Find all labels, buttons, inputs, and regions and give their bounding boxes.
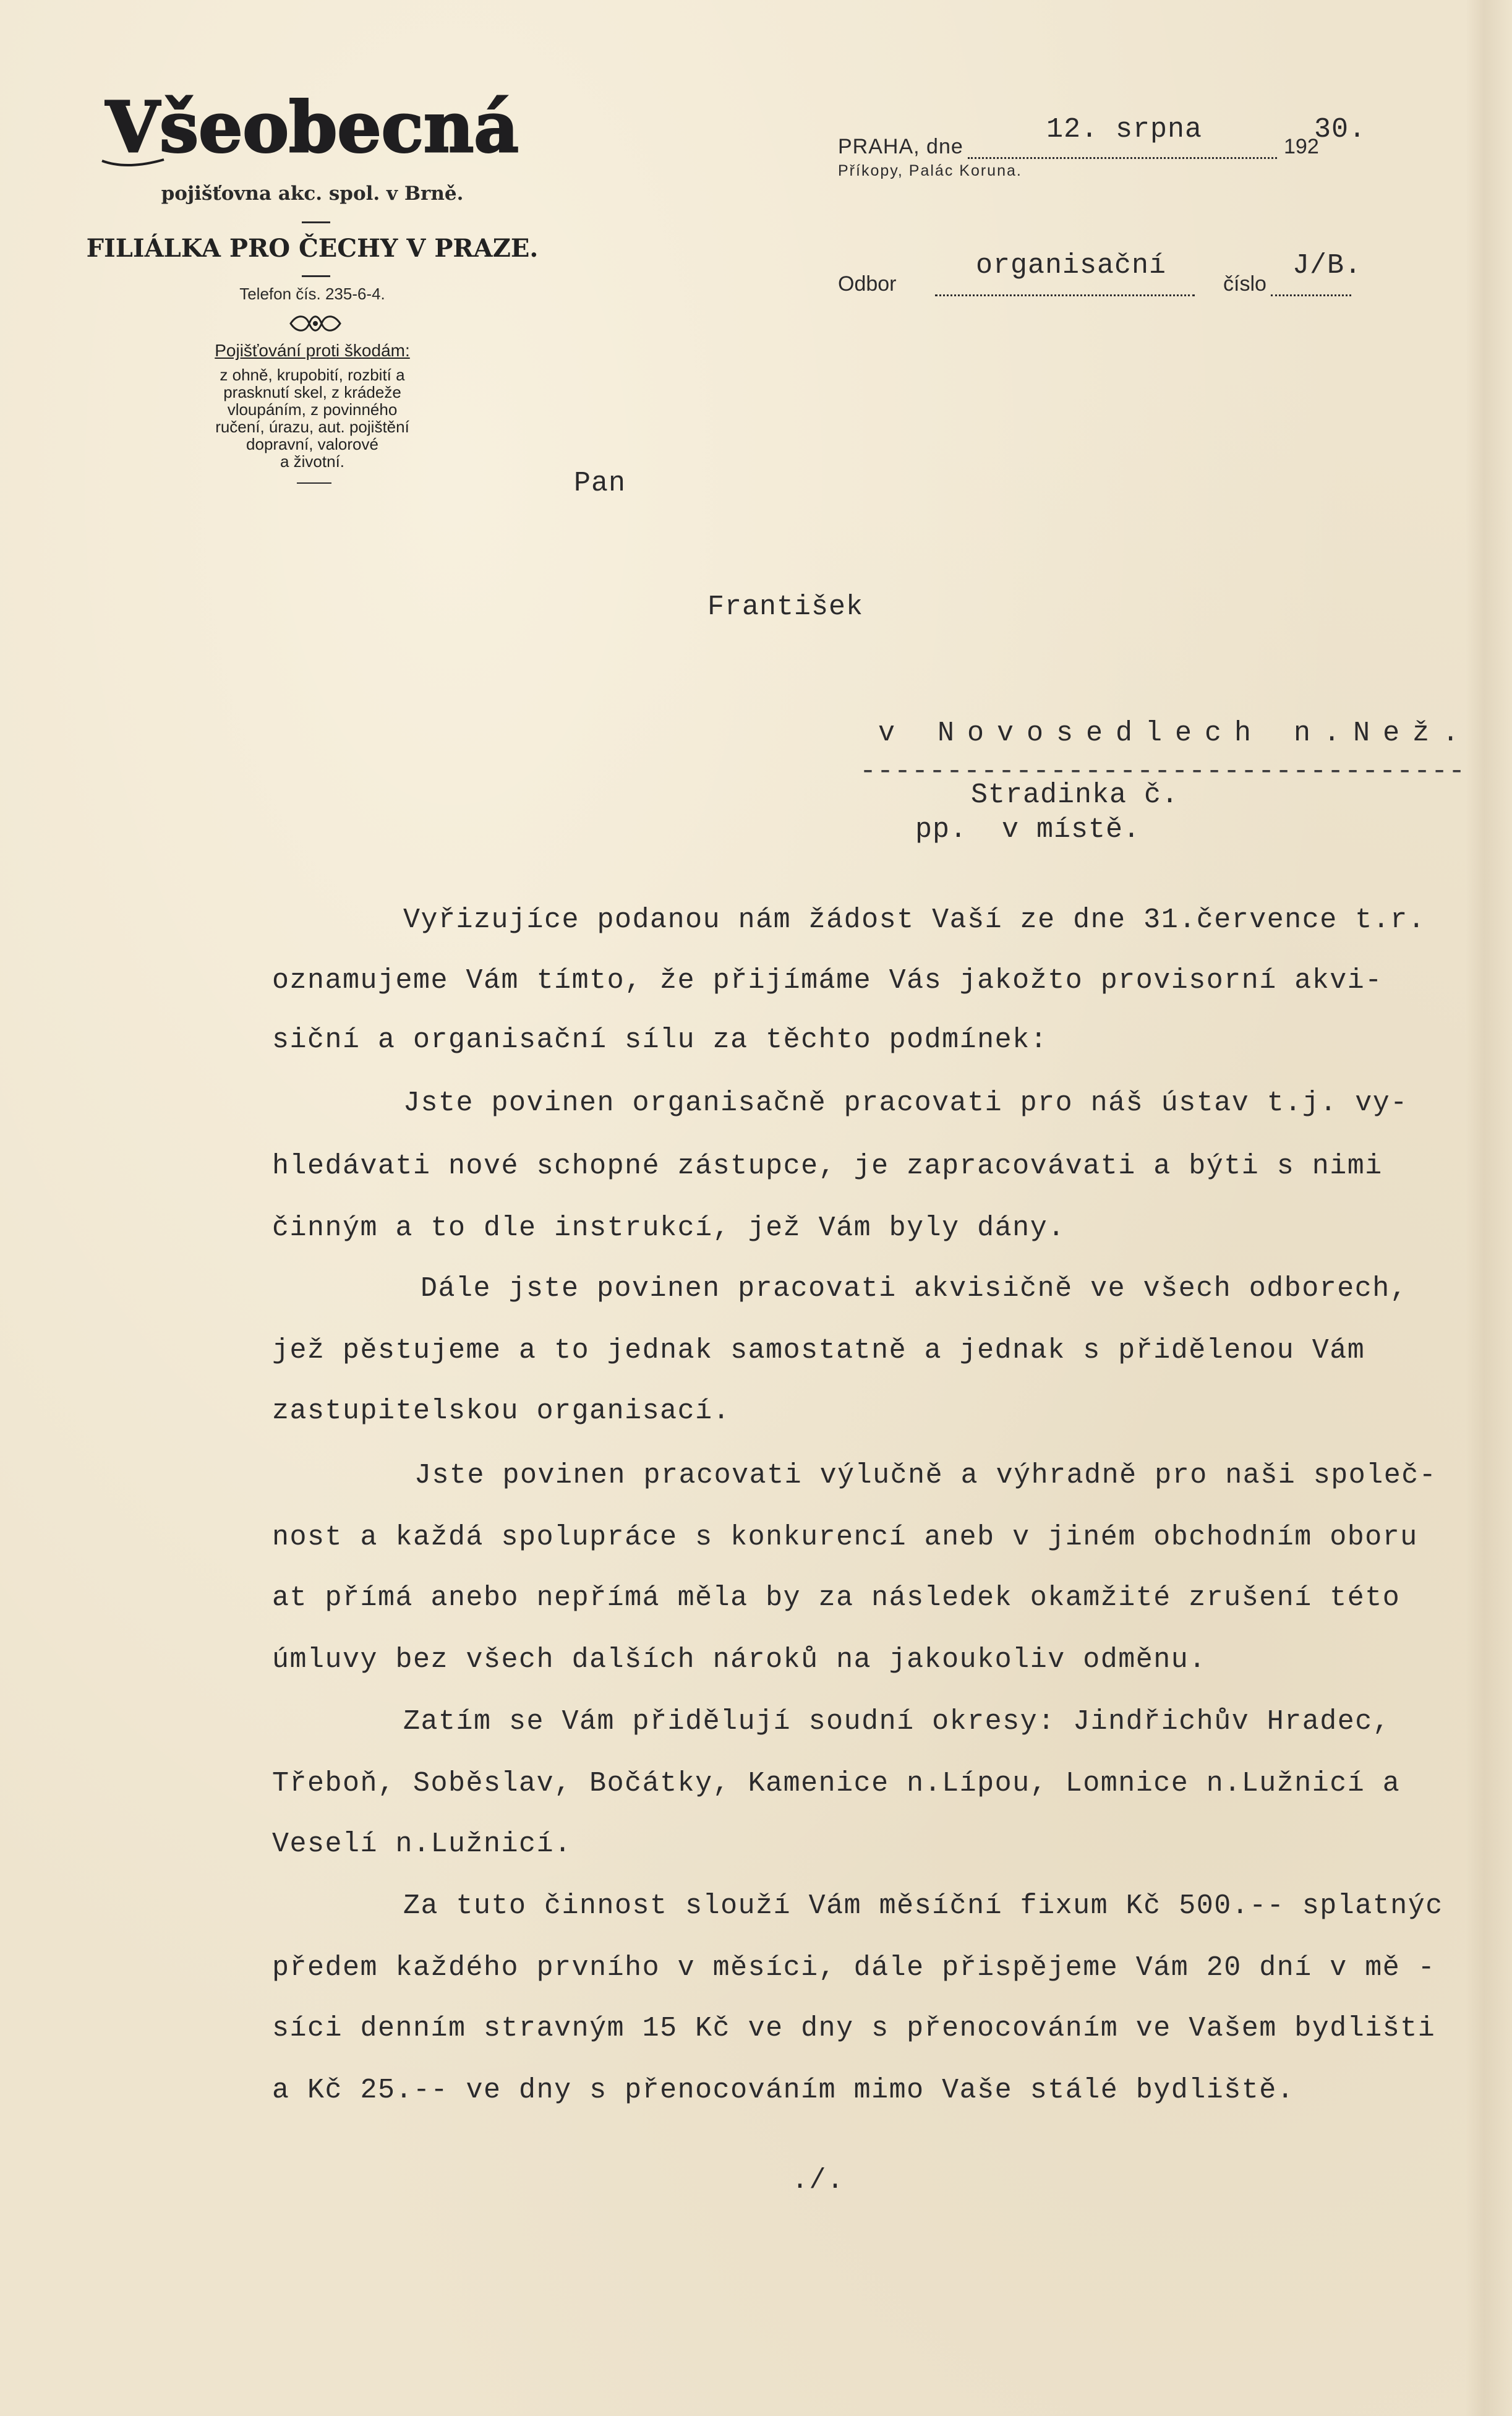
body-line: úmluvy bez všech dalších nároků na jakoukoliv odměnu. <box>272 1644 1207 1676</box>
recipient-street: Stradinka č. <box>971 779 1179 811</box>
body-line: nost a každá spolupráce s konkurencí aneb v jiném obchodním oboru <box>272 1522 1418 1553</box>
cislo-value: J/B. <box>1292 250 1362 281</box>
divider-short <box>302 221 330 223</box>
salutation: Pan <box>574 468 626 499</box>
body-line: Za tuto činnost slouží Vám měsíční fixum Kč 500.-- splatnýc <box>403 1890 1443 1922</box>
company-line: pojišťovna akc. spol. v Brně. <box>161 182 464 205</box>
body-line: jež pěstujeme a to jednak samostatně a jednak s přidělenou Vám <box>272 1335 1365 1366</box>
cislo-line <box>1271 294 1351 296</box>
body-line: Třeboň, Soběslav, Bočátky, Kamenice n.Lípou, Lomnice n.Lužnicí a <box>272 1768 1401 1799</box>
insurance-line: a životní. <box>280 452 345 471</box>
body-line: hledávati nové schopné zástupce, je zapracovávati a býti s nimi <box>272 1150 1383 1182</box>
recipient-post: pp. v místě. <box>915 814 1141 846</box>
logo-lettering: Všeobecná <box>106 87 519 168</box>
body-line: zastupitelskou organisací. <box>272 1395 731 1427</box>
body-line: síci denním stravným 15 Kč ve dny s přenocováním ve Vašem bydlišti <box>272 2013 1436 2044</box>
divider-short-2 <box>302 275 330 277</box>
odbor-value: organisační <box>976 250 1167 281</box>
branch-title: FILIÁLKA PRO ČECHY V PRAZE. <box>86 234 539 263</box>
body-line: Jste povinen pracovati výlučně a výhradně pro naši společ- <box>414 1460 1437 1491</box>
body-line: Veselí n.Lužnicí. <box>272 1828 572 1860</box>
insurance-line: vloupáním, z povinného <box>227 400 398 419</box>
office-address: Příkopy, Palác Koruna. <box>838 162 1022 179</box>
year-value: 30. <box>1314 114 1367 145</box>
insurance-line: prasknutí skel, z krádeže <box>223 383 401 401</box>
insurance-heading: Pojišťování proti škodám: <box>215 341 410 360</box>
insurance-line: ručení, úrazu, aut. pojištění <box>215 418 409 436</box>
body-line: Dále jste povinen pracovati akvisičně ve všech odborech, <box>421 1273 1408 1304</box>
body-line: Vyřizujíce podanou nám žádost Vaší ze dne 31.července t.r. <box>403 904 1426 936</box>
cislo-label: číslo <box>1223 272 1266 296</box>
company-logo <box>90 87 535 173</box>
insurance-line: z ohně, krupobití, rozbití a <box>220 366 405 384</box>
body-line: předem každého prvního v měsíci, dále přispějeme Vám 20 dní v mě - <box>272 1952 1436 1984</box>
odbor-line <box>935 294 1195 296</box>
year-prefix: 192 <box>1284 135 1319 158</box>
continuation-mark: ./. <box>792 2165 845 2196</box>
odbor-label: Odbor <box>838 272 897 296</box>
city-date-label: PRAHA, dne <box>838 135 963 158</box>
ornament-icon <box>287 314 344 333</box>
body-line: Jste povinen organisačně pracovati pro náš ústav t.j. vy- <box>403 1087 1408 1119</box>
body-line: at přímá anebo nepřímá měla by za následek okamžité zrušení této <box>272 1582 1401 1614</box>
body-line: a Kč 25.-- ve dny s přenocováním mimo Vaše stálé bydliště. <box>272 2075 1295 2106</box>
recipient-name: František <box>707 591 864 623</box>
body-line: oznamujeme Vám tímto, že přijímáme Vás jakožto provisorní akvi- <box>272 965 1383 996</box>
phone-number: Telefon čís. 235-6-4. <box>239 285 385 303</box>
insurance-line: dopravní, valorové <box>246 435 378 453</box>
body-line: siční a organisační sílu za těchto podmínek: <box>272 1024 1048 1056</box>
recipient-place: v Novosedlech n.Než. <box>878 718 1472 749</box>
body-line: činným a to dle instrukcí, jež Vám byly dány. <box>272 1212 1066 1244</box>
body-line: Zatím se Vám přidělují soudní okresy: Jindřichův Hradec, <box>403 1706 1391 1737</box>
place-underline: ----------------------------------- <box>860 756 1466 787</box>
divider-bottom <box>297 482 331 484</box>
date-line <box>968 157 1277 159</box>
insurance-list <box>111 366 513 470</box>
date-value: 12. srpna <box>1046 114 1203 145</box>
